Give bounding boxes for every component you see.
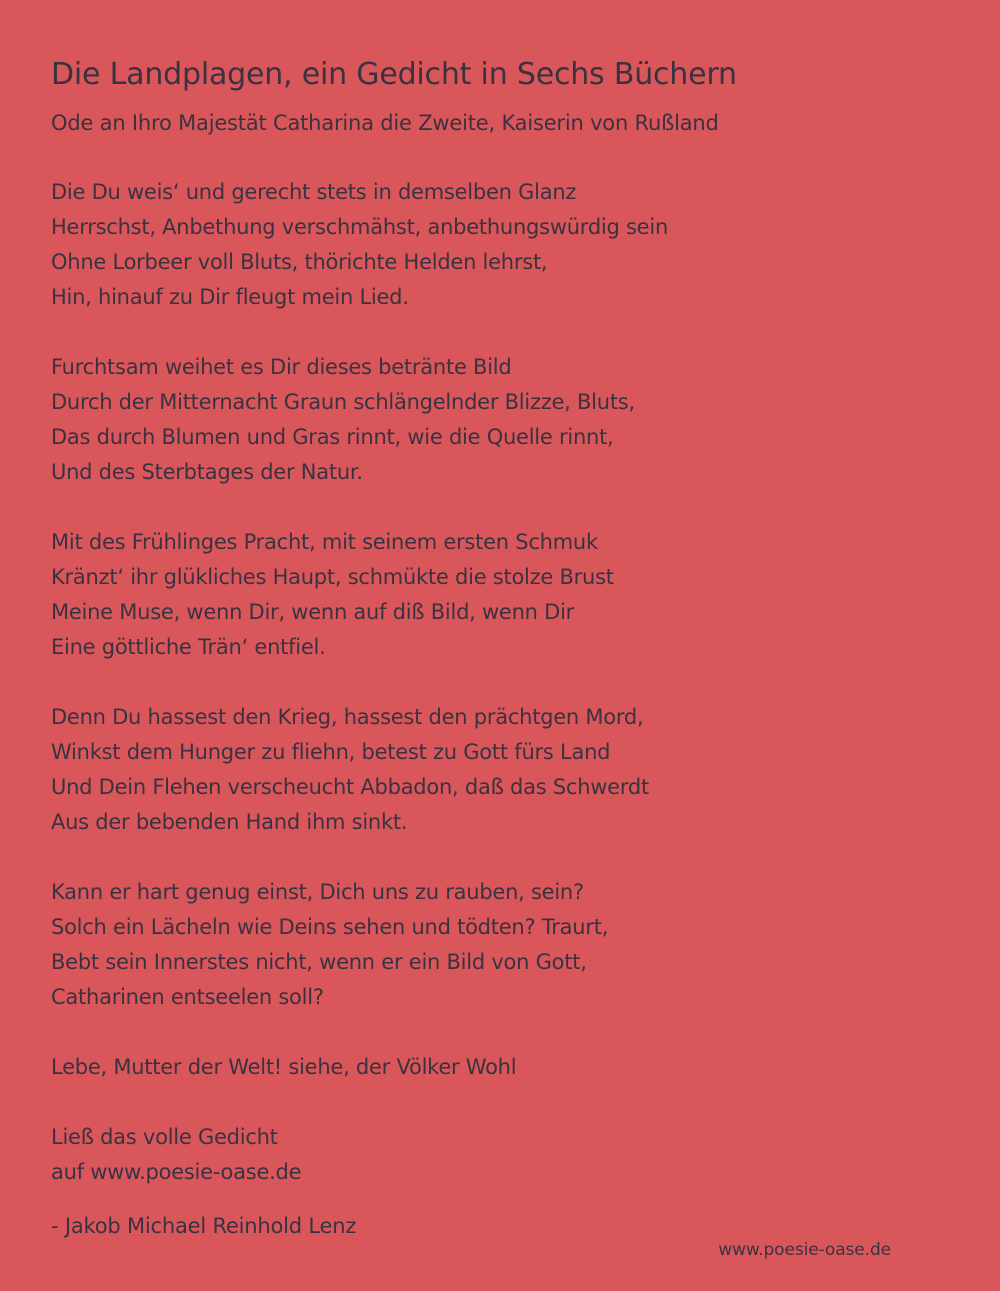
site-watermark: www.poesie-oase.de [718,1240,891,1260]
stanza-2 [51,350,635,490]
poem-author: - Jakob Michael Reinhold Lenz [51,1214,357,1238]
poem-line: Meine Muse, wenn Dir, wenn auf diß Bild, wenn Dir [51,600,575,624]
poem-line: Die Du weis‘ und gerecht stets in demselben Glanz [51,180,577,204]
poem-line: Ohne Lorbeer voll Bluts, thörichte Helden lehrst, [51,250,548,274]
poem-line: Mit des Frühlinges Pracht, mit seinem ersten Schmuk [51,530,598,554]
poem-line: Und Dein Flehen verscheucht Abbadon, daß das Schwerdt [51,775,649,799]
poem-line: Herrschst, Anbethung verschmähst, anbethungswürdig sein [51,215,668,239]
poem-line: Lebe, Mutter der Welt! siehe, der Völker Wohl [51,1055,517,1079]
stanza-4 [51,700,649,840]
poem-line: Denn Du hassest den Krieg, hassest den prächtgen Mord, [51,705,644,729]
stanza-3 [51,525,614,665]
stanza-1 [51,175,668,315]
poem-line: Eine göttliche Trän‘ entfiel. [51,635,326,659]
read-more-note [51,1120,301,1190]
poem-line: Bebt sein Innerstes nicht, wenn er ein Bild von Gott, [51,950,587,974]
stanza-5 [51,875,608,1015]
poem-line: Catharinen entseelen soll? [51,985,324,1009]
poem-line: Winkst dem Hunger zu fliehn, betest zu Gott fürs Land [51,740,611,764]
poem-line: Furchtsam weihet es Dir dieses betränte Bild [51,355,512,379]
poem-line: Kann er hart genug einst, Dich uns zu rauben, sein? [51,880,584,904]
poem-line: Solch ein Lächeln wie Deins sehen und tödten? Traurt, [51,915,609,939]
read-more-url: auf www.poesie-oase.de [51,1160,302,1184]
poem-line: Hin, hinauf zu Dir fleugt mein Lied. [51,285,409,309]
poem-line: Durch der Mitternacht Graun schlängelnder Blizze, Bluts, [51,390,635,414]
poem-line: Das durch Blumen und Gras rinnt, wie die Quelle rinnt, [51,425,614,449]
poem-title: Die Landplagen, ein Gedicht in Sechs Büchern [51,57,737,92]
read-more-line: Ließ das volle Gedicht [51,1125,278,1149]
stanza-6 [51,1050,516,1085]
poem-line: Und des Sterbtages der Natur. [51,460,363,484]
poem-line: Aus der bebenden Hand ihm sinkt. [51,810,408,834]
poem-subtitle: Ode an Ihro Majestät Catharina die Zweite, Kaiserin von Rußland [51,111,719,135]
poem-line: Kränzt‘ ihr glükliches Haupt, schmükte die stolze Brust [51,565,614,589]
